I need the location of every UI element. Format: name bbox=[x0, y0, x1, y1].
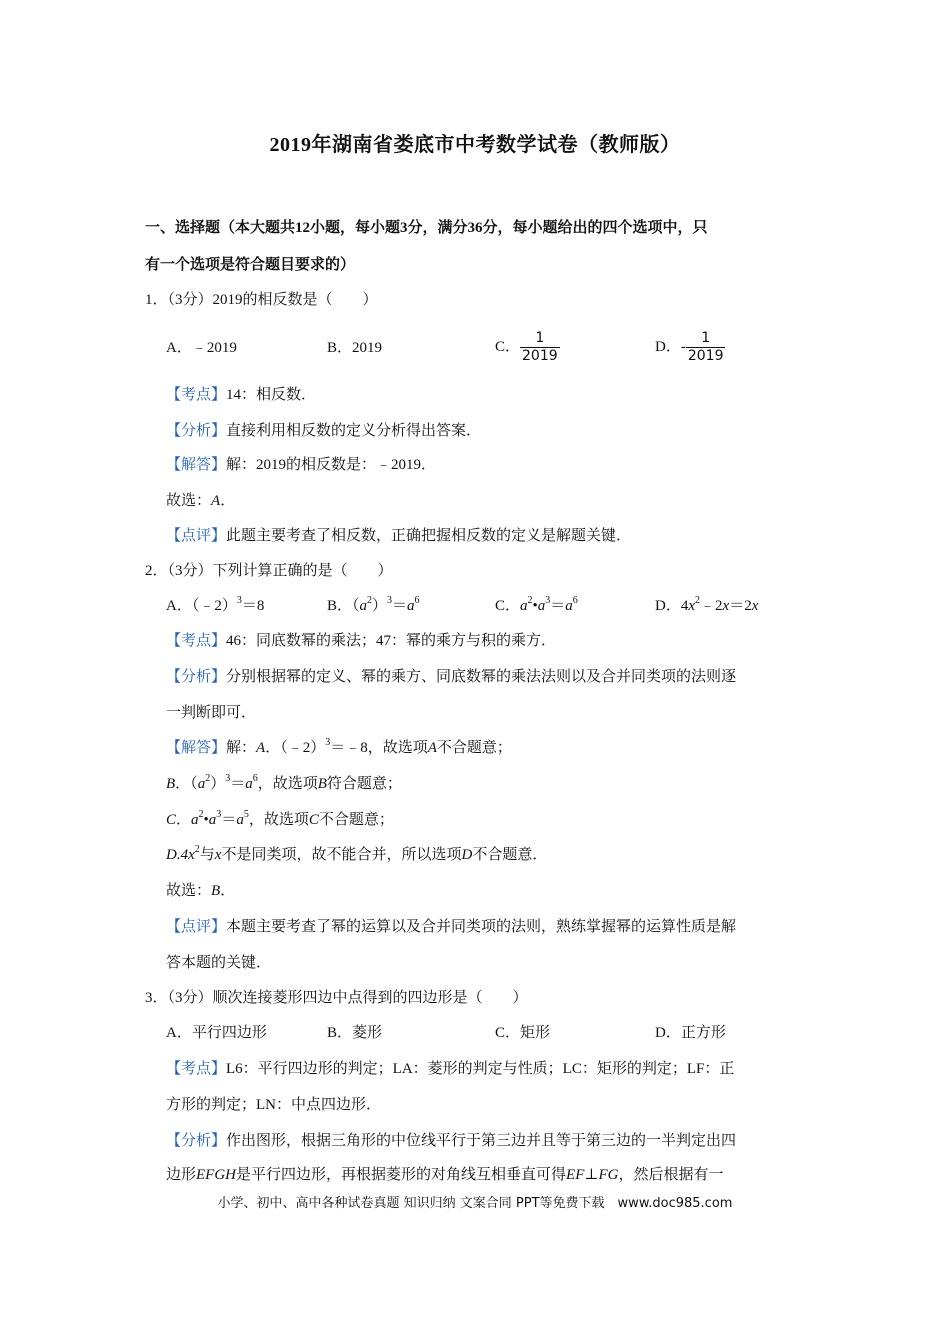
variable: x bbox=[214, 847, 222, 863]
answer-letter: A bbox=[211, 493, 221, 509]
option-letter: A bbox=[427, 740, 437, 756]
text: ，故选项 bbox=[248, 812, 309, 828]
q1-option-c-label: C． bbox=[495, 338, 521, 355]
q2-fenxi-text: 分别根据幂的定义、幂的乘方、同底数幂的乘法法则以及合并同类项的法则逐 bbox=[226, 669, 737, 685]
q2-kaodian bbox=[166, 631, 556, 651]
exponent: 3 bbox=[216, 809, 222, 820]
text: 是平行四边形，再根据菱形的对角线互相垂直可得 bbox=[236, 1167, 567, 1183]
exponent: 2 bbox=[198, 809, 204, 820]
q2-dianping-line-1 bbox=[166, 917, 736, 937]
dianping-tag: 【点评】 bbox=[166, 528, 227, 544]
text: C． bbox=[495, 598, 521, 614]
text: ．（﹣2） bbox=[265, 740, 326, 756]
variable: a bbox=[407, 598, 415, 614]
variable: x bbox=[722, 598, 730, 614]
document-title: 2019年湖南省娄底市中考数学试卷（教师版） bbox=[269, 134, 681, 156]
text: ．（ bbox=[175, 776, 198, 792]
answer-prefix: 故选： bbox=[166, 493, 212, 509]
exponent: 2 bbox=[527, 595, 533, 606]
q3-option-d: D．正方形 bbox=[655, 1025, 726, 1041]
option-letter: C bbox=[166, 812, 177, 828]
q3-stem: 3．（3分）顺次连接菱形四边中点得到的四边形是（ ） bbox=[145, 990, 528, 1006]
exponent: 3 bbox=[545, 595, 551, 606]
q1-fenxi-text: 直接利用相反数的定义分析得出答案． bbox=[226, 423, 482, 439]
q2-jieda-c bbox=[166, 810, 394, 830]
variable: a bbox=[520, 598, 528, 614]
q1-jieda-text: 解：2019的相反数是：﹣2019． bbox=[226, 457, 437, 473]
q3-kaodian-text: L6：平行四边形的判定；LA：菱形的判定与性质；LC：矩形的判定；LF：正 bbox=[226, 1061, 735, 1077]
variable: FG bbox=[598, 1167, 619, 1183]
text: ＝2 bbox=[729, 598, 752, 614]
q3-option-c: C．矩形 bbox=[495, 1025, 551, 1041]
exponent: 2 bbox=[367, 595, 373, 606]
q3-fenxi-line-1 bbox=[166, 1131, 736, 1151]
text: 符合题意； bbox=[326, 776, 402, 792]
text: D.4 bbox=[166, 847, 189, 863]
text: ，然后根据有一 bbox=[618, 1167, 724, 1183]
text: ＝ bbox=[392, 598, 408, 614]
variable: x bbox=[751, 598, 759, 614]
q1-answer: 故选：A． bbox=[166, 493, 236, 509]
text: ＝ bbox=[230, 776, 246, 792]
q1-option-b: B．2019 bbox=[327, 340, 383, 356]
q2-option-a bbox=[166, 596, 264, 616]
kaodian-tag: 【考点】 bbox=[166, 633, 227, 649]
fenxi-tag: 【分析】 bbox=[166, 1133, 227, 1149]
text: 边形 bbox=[166, 1167, 197, 1183]
footer-watermark: 小学、初中、高中各种试卷真题 知识归纳 文案合同 PPT等免费下载 www.doc985.com bbox=[217, 1196, 733, 1211]
text: A．（﹣2） bbox=[166, 598, 237, 614]
q2-dianping-line-2: 答本题的关键． bbox=[166, 955, 272, 971]
exponent: 2 bbox=[194, 844, 200, 855]
exponent: 5 bbox=[243, 809, 249, 820]
q2-option-b bbox=[327, 596, 420, 616]
variable: a bbox=[197, 776, 206, 792]
kaodian-tag: 【考点】 bbox=[166, 387, 227, 403]
text: 解： bbox=[226, 740, 257, 756]
q2-jieda-a bbox=[166, 738, 512, 758]
q2-option-d bbox=[655, 596, 758, 616]
q1-option-d-fraction bbox=[686, 330, 726, 365]
answer-prefix: 故选： bbox=[166, 883, 212, 899]
text: B．（ bbox=[327, 598, 360, 614]
q1-kaodian bbox=[166, 385, 316, 405]
text: 不合题意； bbox=[436, 740, 512, 756]
text: ＝﹣8，故选项 bbox=[330, 740, 428, 756]
variable: a bbox=[245, 776, 253, 792]
text: ﹣2 bbox=[700, 598, 723, 614]
variable: EF bbox=[566, 1167, 585, 1183]
text: • bbox=[532, 598, 538, 614]
q1-option-d-label: D． bbox=[655, 338, 681, 355]
q1-jieda bbox=[166, 455, 436, 475]
q2-option-c bbox=[495, 596, 578, 616]
q3-fenxi-text: 作出图形，根据三角形的中位线平行于第三边并且等于第三边的一半判定出四 bbox=[226, 1133, 737, 1149]
text: 不合题意； bbox=[318, 812, 394, 828]
exponent: 3 bbox=[236, 595, 242, 606]
variable: x bbox=[688, 598, 696, 614]
q2-jieda-b bbox=[166, 774, 402, 794]
q1-option-c bbox=[495, 330, 560, 365]
variable: a bbox=[565, 598, 573, 614]
q2-stem: 2．（3分）下列计算正确的是（ ） bbox=[145, 563, 393, 579]
kaodian-tag: 【考点】 bbox=[166, 1061, 227, 1077]
variable: EFGH bbox=[196, 1167, 237, 1183]
text: 不合题意． bbox=[472, 847, 548, 863]
q1-kaodian-text: 14：相反数． bbox=[226, 387, 317, 403]
text: • bbox=[203, 812, 209, 828]
exponent: 6 bbox=[414, 595, 420, 606]
q3-kaodian-line-1 bbox=[166, 1059, 734, 1079]
exponent: 2 bbox=[695, 595, 701, 606]
text: ＝ bbox=[550, 598, 566, 614]
exponent: 3 bbox=[225, 773, 231, 784]
q3-kaodian-line-2: 方形的判定；LN：中点四边形． bbox=[166, 1097, 381, 1113]
exponent: 3 bbox=[325, 737, 331, 748]
fenxi-tag: 【分析】 bbox=[166, 423, 227, 439]
text: ） bbox=[372, 598, 388, 614]
variable: a bbox=[537, 598, 546, 614]
jieda-tag: 【解答】 bbox=[166, 457, 227, 473]
fraction-numerator: 1 bbox=[701, 330, 711, 346]
variable: a bbox=[208, 812, 217, 828]
q1-dianping bbox=[166, 526, 631, 546]
q2-fenxi-line-1 bbox=[166, 667, 736, 687]
option-letter: B bbox=[317, 776, 327, 792]
q2-fenxi-line-2: 一判断即可． bbox=[166, 705, 257, 721]
text: 与 bbox=[199, 847, 215, 863]
q1-option-a: A．﹣2019 bbox=[166, 340, 237, 356]
text: 不是同类项，故不能合并，所以选项 bbox=[221, 847, 462, 863]
fenxi-tag: 【分析】 bbox=[166, 669, 227, 685]
exponent: 2 bbox=[205, 773, 211, 784]
q1-option-d bbox=[655, 330, 725, 365]
text: ⊥ bbox=[584, 1167, 599, 1183]
q1-dianping-text: 此题主要考查了相反数，正确把握相反数的定义是解题关键． bbox=[226, 528, 632, 544]
answer-letter: B bbox=[211, 883, 221, 899]
q3-option-a: A．平行四边形 bbox=[166, 1025, 267, 1041]
variable: a bbox=[359, 598, 368, 614]
exponent: 6 bbox=[572, 595, 578, 606]
text: ＝8 bbox=[241, 598, 265, 614]
q1-option-d-sign: - bbox=[680, 338, 686, 355]
q2-kaodian-text: 46：同底数幂的乘法；47：幂的乘方与积的乘方． bbox=[226, 633, 557, 649]
q3-fenxi-line-2 bbox=[166, 1165, 723, 1185]
option-letter: B bbox=[166, 776, 176, 792]
jieda-tag: 【解答】 bbox=[166, 740, 227, 756]
exponent: 3 bbox=[387, 595, 393, 606]
text: ． bbox=[176, 812, 192, 828]
option-letter: A bbox=[256, 740, 266, 756]
fraction-denominator: 2019 bbox=[687, 348, 724, 364]
q1-option-c-fraction bbox=[520, 330, 560, 365]
variable: a bbox=[191, 812, 199, 828]
variable: x bbox=[188, 847, 195, 863]
q1-fenxi bbox=[166, 421, 481, 441]
exponent: 6 bbox=[252, 773, 258, 784]
dianping-tag: 【点评】 bbox=[166, 919, 227, 935]
text: D．4 bbox=[655, 598, 689, 614]
fraction-denominator: 2019 bbox=[522, 348, 558, 364]
q2-jieda-d bbox=[166, 845, 547, 865]
variable: a bbox=[236, 812, 244, 828]
text: ＝ bbox=[221, 812, 237, 828]
option-letter: C bbox=[308, 812, 319, 828]
text: ，故选项 bbox=[257, 776, 318, 792]
q2-dianping-text: 本题主要考查了幂的运算以及合并同类项的法则，熟练掌握幂的运算性质是解 bbox=[226, 919, 737, 935]
text: ） bbox=[210, 776, 226, 792]
q3-option-b: B．菱形 bbox=[327, 1025, 383, 1041]
q2-answer: 故选：B． bbox=[166, 883, 236, 899]
fraction-numerator: 1 bbox=[535, 330, 545, 346]
q1-stem: 1．（3分）2019的相反数是（ ） bbox=[145, 292, 378, 308]
section-heading-line-2: 有一个选项是符合题目要求的） bbox=[145, 257, 356, 273]
section-heading-line-1: 一、选择题（本大题共12小题，每小题3分，满分36分，每小题给出的四个选项中，只 bbox=[145, 220, 708, 236]
option-letter: D bbox=[461, 847, 473, 863]
